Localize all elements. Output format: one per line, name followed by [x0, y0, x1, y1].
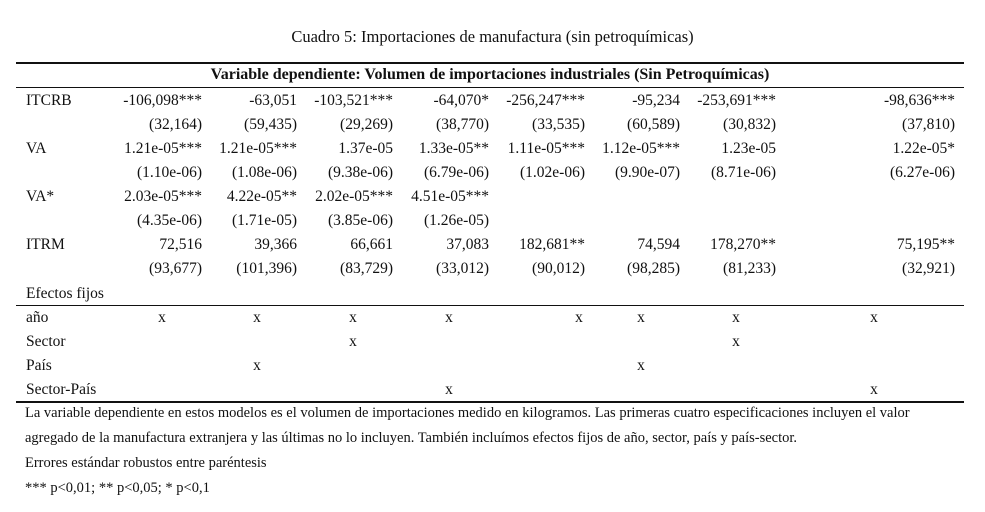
coefficient-cell: -106,098*** — [123, 92, 202, 109]
std-error-cell: (101,396) — [236, 260, 297, 277]
coefficient-cell: 4.22e-05** — [226, 188, 297, 205]
std-error-cell: (37,810) — [902, 116, 955, 133]
coefficient-cell: 75,195** — [896, 236, 955, 253]
row-label: VA — [26, 140, 47, 157]
std-error-cell: (59,435) — [244, 116, 297, 133]
row-label: VA* — [26, 188, 55, 205]
note-line: La variable dependiente en estos modelos es el volumen de importaciones medido en kilogramos. Las primeras cuatro especificaciones incluyen el valor — [25, 405, 910, 421]
fixed-effect-mark: x — [349, 309, 357, 326]
std-error-cell: (1.10e-06) — [137, 164, 202, 181]
row-label: ITCRB — [26, 92, 72, 109]
coefficient-cell: 72,516 — [159, 236, 202, 253]
std-error-cell: (30,832) — [723, 116, 776, 133]
coefficient-cell: 1.12e-05*** — [602, 140, 680, 157]
std-error-cell: (6.79e-06) — [424, 164, 489, 181]
coefficient-cell: 178,270** — [710, 236, 776, 253]
note-line: *** p<0,01; ** p<0,05; * p<0,1 — [25, 480, 210, 496]
fixed-effects-rule — [16, 305, 964, 306]
std-error-cell: (38,770) — [436, 116, 489, 133]
fixed-effect-mark: x — [637, 309, 645, 326]
coefficient-cell: 1.23e-05 — [721, 140, 776, 157]
fixed-effect-label: Sector-País — [26, 381, 97, 398]
table-caption: Cuadro 5: Importaciones de manufactura (sin petroquímicas) — [291, 27, 694, 46]
std-error-cell: (33,012) — [436, 260, 489, 277]
coefficient-cell: -98,636*** — [883, 92, 955, 109]
fixed-effect-mark: x — [732, 333, 740, 350]
std-error-cell: (90,012) — [532, 260, 585, 277]
coefficient-cell: -63,051 — [249, 92, 297, 109]
fixed-effect-mark: x — [870, 381, 878, 398]
coefficient-cell: 74,594 — [637, 236, 680, 253]
std-error-cell: (8.71e-06) — [711, 164, 776, 181]
std-error-cell: (29,269) — [340, 116, 393, 133]
coefficient-cell: -64,070* — [433, 92, 489, 109]
top-rule — [16, 62, 964, 64]
std-error-cell: (9.38e-06) — [328, 164, 393, 181]
std-error-cell: (1.02e-06) — [520, 164, 585, 181]
std-error-cell: (60,589) — [627, 116, 680, 133]
std-error-cell: (9.90e-07) — [615, 164, 680, 181]
row-label: ITRM — [26, 236, 65, 253]
fixed-effect-mark: x — [253, 357, 261, 374]
coefficient-cell: 182,681** — [519, 236, 585, 253]
std-error-cell: (6.27e-06) — [890, 164, 955, 181]
std-error-cell: (1.71e-05) — [232, 212, 297, 229]
coefficient-cell: 1.21e-05*** — [219, 140, 297, 157]
fixed-effect-mark: x — [575, 309, 583, 326]
coefficient-cell: -256,247*** — [506, 92, 585, 109]
std-error-cell: (93,677) — [149, 260, 202, 277]
coefficient-cell: -95,234 — [632, 92, 680, 109]
coefficient-cell: -253,691*** — [697, 92, 776, 109]
fixed-effect-mark: x — [253, 309, 261, 326]
coefficient-cell: 39,366 — [254, 236, 297, 253]
fixed-effect-mark: x — [158, 309, 166, 326]
coefficient-cell: -103,521*** — [314, 92, 393, 109]
std-error-cell: (3.85e-06) — [328, 212, 393, 229]
fixed-effect-mark: x — [445, 381, 453, 398]
note-line: agregado de la manufactura extranjera y las últimas no lo incluyen. También incluímos efectos fijos de año, sector, país y país-sector. — [25, 430, 798, 446]
coefficient-cell: 1.21e-05*** — [124, 140, 202, 157]
fixed-effect-mark: x — [445, 309, 453, 326]
std-error-cell: (81,233) — [723, 260, 776, 277]
fixed-effect-mark: x — [637, 357, 645, 374]
std-error-cell: (1.26e-05) — [424, 212, 489, 229]
std-error-cell: (33,535) — [532, 116, 585, 133]
note-line: Errores estándar robustos entre paréntesis — [25, 455, 267, 471]
fixed-effect-mark: x — [732, 309, 740, 326]
coefficient-cell: 1.37e-05 — [338, 140, 393, 157]
std-error-cell: (1.08e-06) — [232, 164, 297, 181]
header-rule — [16, 87, 964, 88]
fixed-effect-label: año — [26, 309, 49, 326]
std-error-cell: (83,729) — [340, 260, 393, 277]
coefficient-cell: 37,083 — [446, 236, 489, 253]
coefficient-cell: 1.11e-05*** — [507, 140, 585, 157]
fixed-effect-label: Sector — [26, 333, 66, 350]
fixed-effects-header: Efectos fijos — [26, 285, 104, 302]
coefficient-cell: 1.22e-05* — [892, 140, 955, 157]
fixed-effect-mark: x — [870, 309, 878, 326]
std-error-cell: (98,285) — [627, 260, 680, 277]
coefficient-cell: 1.33e-05** — [418, 140, 489, 157]
coefficient-cell: 4.51e-05*** — [411, 188, 489, 205]
bottom-rule — [16, 401, 964, 403]
dependent-variable-header: Variable dependiente: Volumen de importaciones industriales (Sin Petroquímicas) — [210, 66, 770, 83]
std-error-cell: (4.35e-06) — [137, 212, 202, 229]
fixed-effect-label: País — [26, 357, 52, 374]
coefficient-cell: 66,661 — [350, 236, 393, 253]
fixed-effect-mark: x — [349, 333, 357, 350]
coefficient-cell: 2.03e-05*** — [124, 188, 202, 205]
coefficient-cell: 2.02e-05*** — [315, 188, 393, 205]
std-error-cell: (32,164) — [149, 116, 202, 133]
std-error-cell: (32,921) — [902, 260, 955, 277]
